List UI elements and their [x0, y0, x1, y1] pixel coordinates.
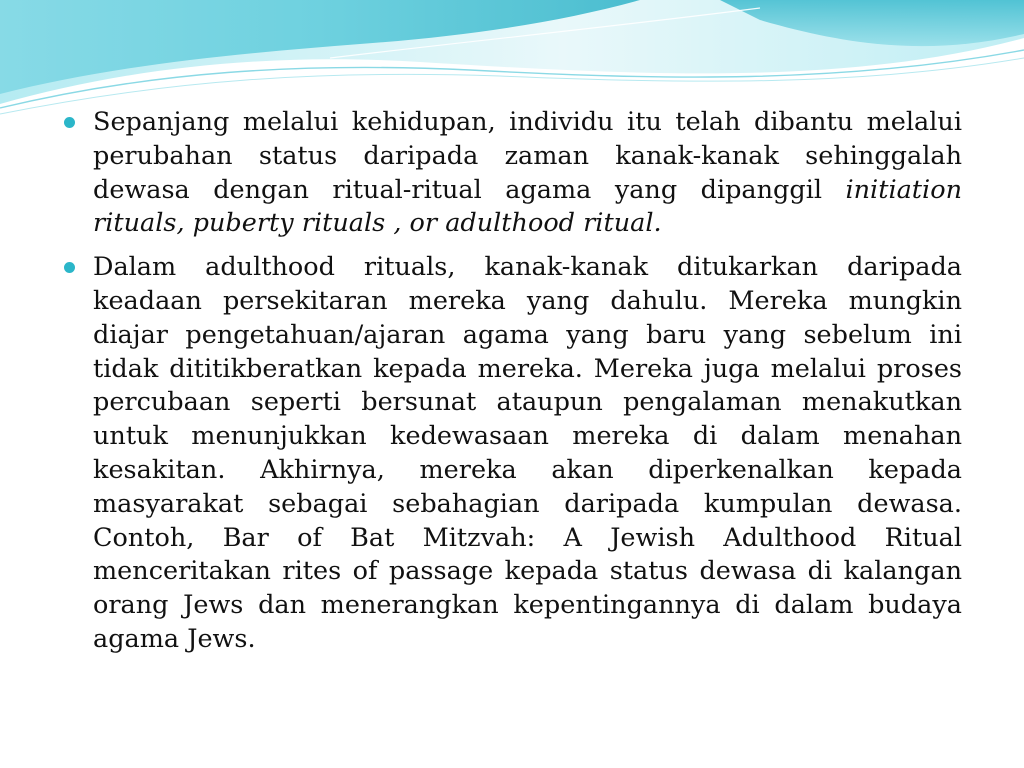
header-wave-decoration: [0, 0, 1024, 120]
bullet-item-1: [62, 106, 962, 241]
bullet-dot-icon: [64, 262, 75, 273]
bullet-italic-text-1: initiation rituals, puberty rituals , or adulthood ritual.: [93, 174, 962, 239]
bullet-text-2: Dalam adulthood rituals, kanak-kanak ditukarkan daripada keadaan persekitaran mereka yang dahulu. Mereka mungkin diajar pengetahuan/ajaran agama yang baru yang sebelum ini tidak dititikberatkan kepada mereka. Mereka juga melalui proses percubaan seperti bersunat ataupun pengalaman menakutkan untuk menunjukkan kedewasaan mereka di dalam menahan kesakitan. Akhirnya, mereka akan diperkenalkan kepada masyarakat sebagai sebahagian daripada kumpulan dewasa. Contoh, Bar of Bat Mitzvah: A Jewish Adulthood Ritual menceritakan rites of passage kepada status dewasa di kalangan orang Jews dan menerangkan kepentingannya di dalam budaya agama Jews.: [93, 252, 962, 654]
slide-body: [62, 106, 962, 667]
bullet-text-1: Sepanjang melalui kehidupan, individu itu telah dibantu melalui perubahan status daripada zaman kanak-kanak sehinggalah dewasa dengan ritual-ritual agama yang dipanggil: [93, 107, 962, 205]
bullet-dot-icon: [64, 117, 75, 128]
bullet-item-2: [62, 251, 962, 657]
